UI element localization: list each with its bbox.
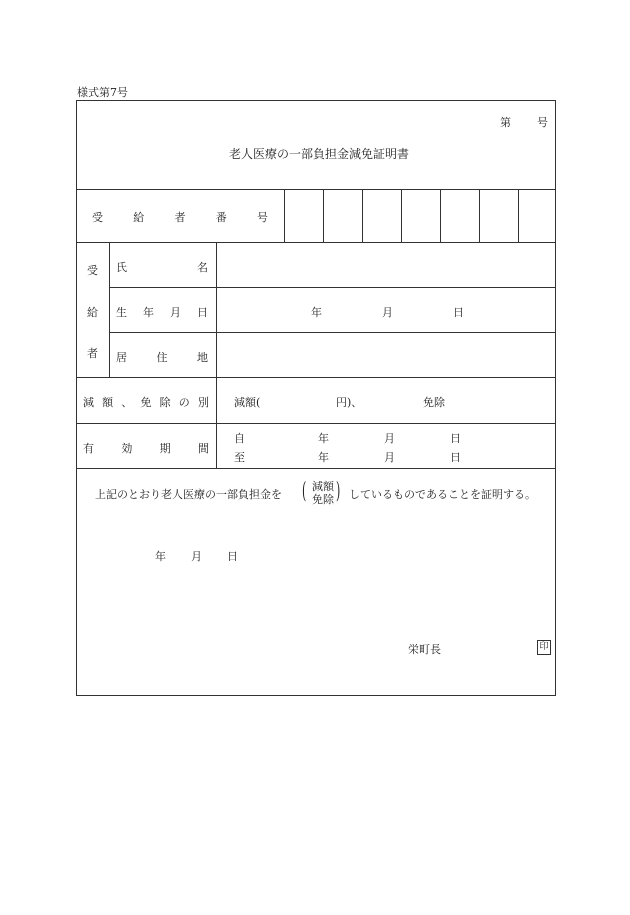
cert-number-go: 号 [537, 116, 548, 129]
divider [109, 332, 556, 333]
validity-to-day: 日 [450, 451, 461, 464]
type-label: 減 額 、 免 除 の 別 [83, 396, 209, 409]
issue-day: 日 [227, 550, 238, 563]
label-column-divider [216, 242, 217, 468]
divider [76, 468, 556, 469]
validity-from-day: 日 [450, 432, 461, 445]
number-box-divider [284, 189, 285, 242]
number-box-divider [518, 189, 519, 242]
validity-to-month: 月 [384, 451, 395, 464]
dob-label: 生 年 月 日 [116, 306, 208, 319]
right-brace: ) [336, 479, 341, 504]
recipient-side-label-3: 者 [87, 347, 98, 360]
dob-day: 日 [453, 306, 464, 319]
number-box-divider [440, 189, 441, 242]
left-brace: ( [302, 479, 307, 504]
document-title: 老人医療の一部負担金減免証明書 [229, 147, 410, 161]
recipient-side-label-2: 給 [87, 306, 98, 319]
form-number: 様式第7号 [77, 86, 128, 99]
divider [76, 189, 556, 190]
number-box-divider [479, 189, 480, 242]
number-box-divider [362, 189, 363, 242]
validity-to-prefix: 至 [234, 451, 245, 464]
statement-after: しているものであることを証明する。 [349, 488, 536, 501]
validity-from-year: 年 [318, 432, 329, 445]
name-label: 氏 名 [116, 261, 208, 274]
validity-from-month: 月 [384, 432, 395, 445]
number-box-divider [323, 189, 324, 242]
number-box-divider [401, 189, 402, 242]
dob-month: 月 [382, 306, 393, 319]
divider [76, 242, 556, 243]
validity-label: 有 効 期 間 [83, 442, 209, 455]
statement-before: 上記のとおり老人医療の一部負担金を [95, 488, 282, 501]
cert-number-dai: 第 [500, 116, 511, 129]
recipient-number-label: 受 給 者 番 号 [92, 211, 268, 224]
issue-year: 年 [155, 550, 166, 563]
issue-month: 月 [191, 550, 202, 563]
yen-label: 円)、 [336, 396, 363, 409]
address-label: 居 住 地 [116, 351, 208, 364]
reduction-label: 減額( [234, 396, 261, 409]
divider [76, 423, 556, 424]
validity-to-year: 年 [318, 451, 329, 464]
seal-mark: 印 [537, 640, 551, 655]
side-label-divider [109, 242, 110, 377]
divider [109, 287, 556, 288]
dob-year: 年 [311, 306, 322, 319]
issuer-name: 栄町長 [408, 643, 441, 656]
reduction-exemption-choice: 減額 免除 [312, 480, 334, 506]
recipient-side-label-1: 受 [87, 264, 98, 277]
exemption-label: 免除 [423, 396, 445, 409]
validity-from-prefix: 自 [234, 432, 245, 445]
divider [76, 377, 556, 378]
